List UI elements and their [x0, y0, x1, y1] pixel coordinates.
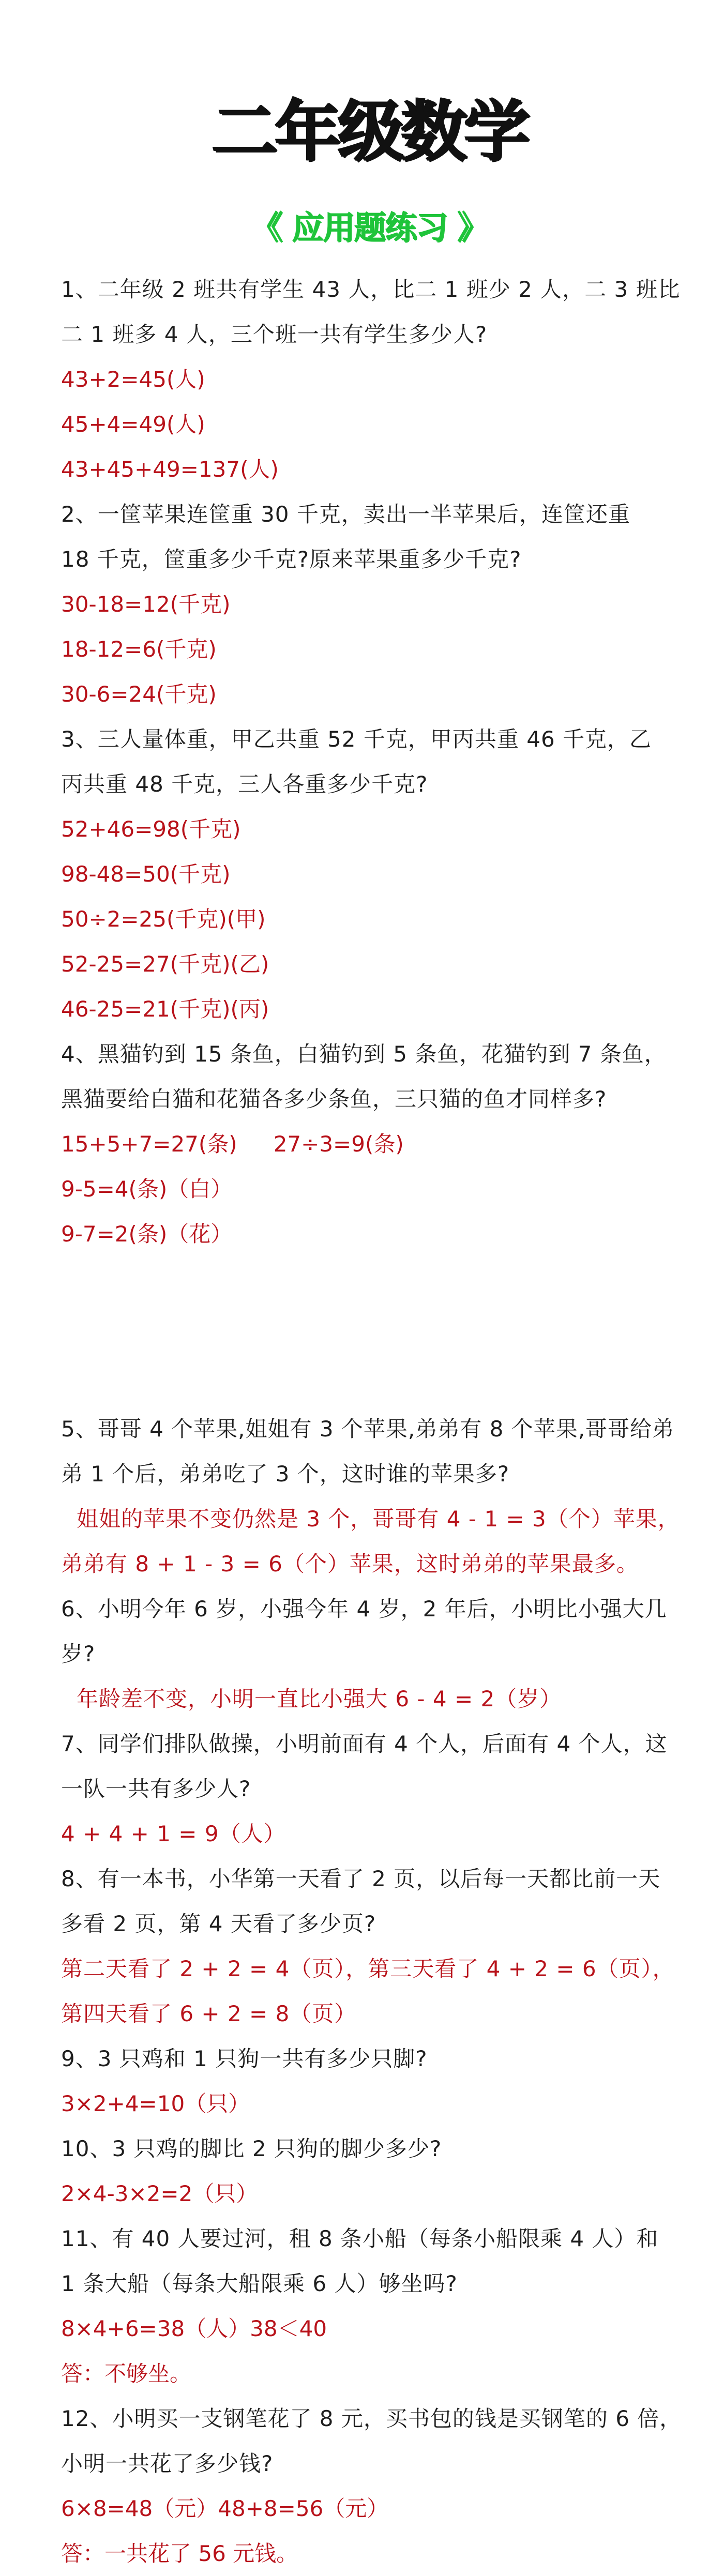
problem-6-question-line-2: 岁?: [61, 1641, 96, 1666]
problem-8-answer-line-1: 第二天看了 2 + 2 = 4（页），第三天看了 4 + 2 = 6（页），: [61, 1956, 675, 1981]
page-title: 二年级数学: [211, 93, 527, 170]
problem-2-answer-line-2: 18-12=6(千克): [61, 637, 217, 662]
problems-content: [61, 267, 682, 2576]
problem-11-answer-line-2: 答：不够坐。: [61, 2361, 192, 2386]
problem-1-answer-line-3: 43+45+49=137(人): [61, 457, 279, 482]
problem-9-answer-line-1: 3×2+4=10（只）: [61, 2091, 250, 2116]
problem-4-answer-each: 27÷3=9(条): [273, 1131, 404, 1157]
problem-11-question-line-2: 1 条大船（每条大船限乘 6 人）够坐吗?: [61, 2271, 458, 2296]
problem-4-answer-line-2: 9-7=2(条)（花）: [61, 1221, 233, 1247]
problem-10-question-line-1: 10、3 只鸡的脚比 2 只狗的脚少多少?: [61, 2136, 442, 2161]
problem-2-answer-line-1: 30-18=12(千克): [61, 592, 231, 617]
problem-8-answer-line-2: 第四天看了 6 + 2 = 8（页）: [61, 2001, 357, 2026]
problem-5-answer-line-2: 弟弟有 8 + 1 - 3 = 6（个）苹果，这时弟弟的苹果最多。: [61, 1551, 639, 1577]
page-subtitle: 《 应用题练习 》: [250, 208, 488, 246]
problem-7-question-line-1: 7、同学们排队做操，小明前面有 4 个人，后面有 4 个人，这: [61, 1731, 668, 1756]
problem-12-question-line-2: 小明一共花了多少钱?: [61, 2451, 274, 2476]
problem-11-question-line-1: 11、有 40 人要过河，租 8 条小船（每条小船限乘 4 人）和: [61, 2226, 659, 2251]
problem-4-answer-line-1: 9-5=4(条)（白）: [61, 1176, 233, 1202]
problem-4-question-line-1: 4、黑猫钓到 15 条鱼，白猫钓到 5 条鱼，花猫钓到 7 条鱼，: [61, 1041, 667, 1067]
problem-6-answer-line-1: 年龄差不变，小明一直比小强大 6 - 4 = 2（岁）: [77, 1686, 562, 1711]
problem-10-answer-line-1: 2×4-3×2=2（只）: [61, 2181, 258, 2206]
problem-3-answer-line-5: 46-25=21(千克)(丙): [61, 996, 269, 1022]
problem-3-question-line-1: 3、三人量体重，甲乙共重 52 千克，甲丙共重 46 千克，乙: [61, 726, 652, 752]
problem-3-answer-line-3: 50÷2=25(千克)(甲): [61, 906, 266, 932]
problem-1-question-line-1: 1、二年级 2 班共有学生 43 人，比二 1 班少 2 人，二 3 班比: [61, 277, 681, 302]
problem-8-question-line-1: 8、有一本书，小华第一天看了 2 页，以后每一天都比前一天: [61, 1866, 661, 1891]
problem-2-answer-line-3: 30-6=24(千克): [61, 681, 217, 707]
problem-3-answer-line-1: 52+46=98(千克): [61, 816, 241, 842]
problem-11-answer-line-1: 8×4+6=38（人）38＜40: [61, 2316, 327, 2341]
problem-3-question-line-2: 丙共重 48 千克，三人各重多少千克?: [61, 771, 428, 797]
problem-3-answer-line-4: 52-25=27(千克)(乙): [61, 951, 269, 977]
problem-4-question-line-2: 黑猫要给白猫和花猫各多少条鱼，三只猫的鱼才同样多?: [61, 1086, 607, 1112]
problem-7-question-line-2: 一队一共有多少人?: [61, 1776, 251, 1801]
problem-4-answer-row: [61, 1122, 677, 1166]
problem-5-question-line-1: 5、哥哥 4 个苹果,姐姐有 3 个苹果,弟弟有 8 个苹果,哥哥给弟: [61, 1416, 675, 1442]
problem-5-answer-line-1: 姐姐的苹果不变仍然是 3 个，哥哥有 4 - 1 = 3（个）苹果，: [77, 1506, 680, 1532]
problem-6-question-line-1: 6、小明今年 6 岁，小强今年 4 岁，2 年后，小明比小强大几: [61, 1596, 667, 1622]
problem-1-answer-line-2: 45+4=49(人): [61, 412, 205, 437]
problem-7-answer-line-1: 4 + 4 + 1 = 9（人）: [61, 1821, 286, 1846]
problem-4-answer-total: 15+5+7=27(条): [61, 1131, 237, 1157]
problem-8-question-line-2: 多看 2 页，第 4 天看了多少页?: [61, 1911, 376, 1936]
problem-1-question-line-2: 二 1 班多 4 人，三个班一共有学生多少人?: [61, 322, 488, 347]
problem-2-question-line-1: 2、一筐苹果连筐重 30 千克，卖出一半苹果后，连筐还重: [61, 502, 630, 527]
problem-3-answer-line-2: 98-48=50(千克): [61, 861, 231, 887]
problem-12-answer-line-1: 6×8=48（元）48+8=56（元）: [61, 2496, 389, 2521]
problem-1-answer-line-1: 43+2=45(人): [61, 367, 205, 392]
problem-12-answer-line-2: 答：一共花了 56 元钱。: [61, 2541, 298, 2566]
problem-9-question-line-1: 9、3 只鸡和 1 只狗一共有多少只脚?: [61, 2046, 428, 2071]
problem-12-question-line-1: 12、小明买一支钢笔花了 8 元，买书包的钱是买钢笔的 6 倍，: [61, 2406, 682, 2431]
section-gap: [61, 1256, 677, 1406]
problem-2-question-line-2: 18 千克，筐重多少千克?原来苹果重多少千克?: [61, 547, 522, 572]
problem-5-question-line-2: 弟 1 个后，弟弟吃了 3 个，这时谁的苹果多?: [61, 1461, 510, 1487]
